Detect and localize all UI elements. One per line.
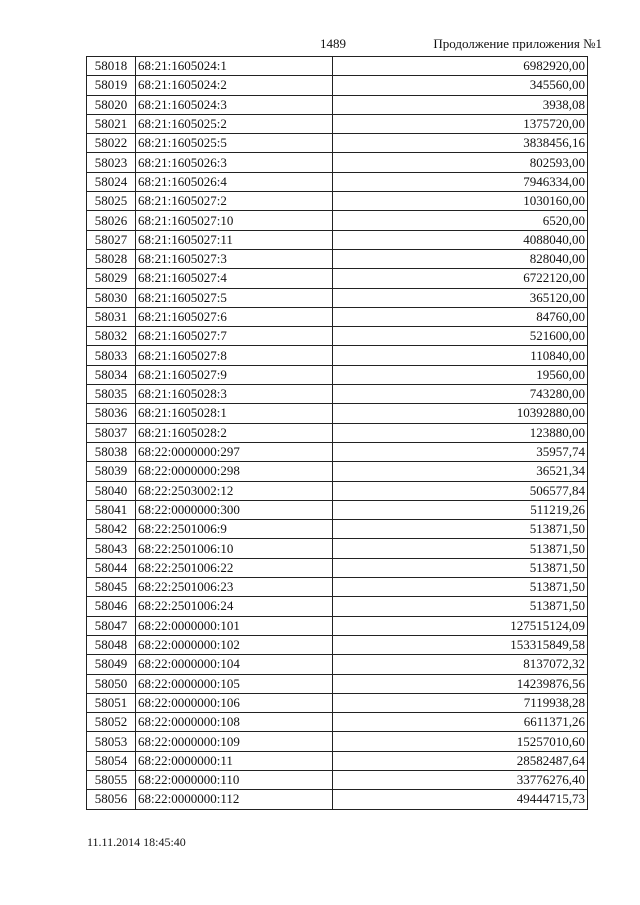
row-number-cell: 58038: [87, 442, 136, 461]
row-number-cell: 58054: [87, 751, 136, 770]
row-number-cell: 58051: [87, 693, 136, 712]
row-number-cell: 58043: [87, 539, 136, 558]
row-number-cell: 58018: [87, 57, 136, 76]
cadastral-value-cell: 513871,50: [333, 558, 588, 577]
row-number-cell: 58053: [87, 732, 136, 751]
row-number-cell: 58050: [87, 674, 136, 693]
cadastral-number-cell: 68:22:0000000:298: [136, 462, 333, 481]
table-row: [87, 365, 588, 384]
cadastral-value-cell: 33776276,40: [333, 770, 588, 789]
cadastral-number-cell: 68:22:0000000:105: [136, 674, 333, 693]
row-number-cell: 58056: [87, 790, 136, 809]
cadastral-number-cell: 68:21:1605024:1: [136, 57, 333, 76]
cadastral-number-cell: 68:22:0000000:110: [136, 770, 333, 789]
row-number-cell: 58019: [87, 76, 136, 95]
table-row: [87, 57, 588, 76]
cadastral-value-cell: 4088040,00: [333, 230, 588, 249]
row-number-cell: 58039: [87, 462, 136, 481]
row-number-cell: 58041: [87, 500, 136, 519]
table-row: [87, 442, 588, 461]
cadastral-number-cell: 68:21:1605024:3: [136, 95, 333, 114]
cadastral-value-cell: 511219,26: [333, 500, 588, 519]
table-row: [87, 327, 588, 346]
cadastral-value-cell: 3838456,16: [333, 134, 588, 153]
cadastral-number-cell: 68:21:1605025:5: [136, 134, 333, 153]
table-row: [87, 578, 588, 597]
table-row: [87, 655, 588, 674]
cadastral-value-table: [86, 56, 588, 810]
cadastral-number-cell: 68:22:0000000:112: [136, 790, 333, 809]
table-row: [87, 230, 588, 249]
footer-timestamp: 11.11.2014 18:45:40: [87, 835, 186, 849]
table-row: [87, 751, 588, 770]
row-number-cell: 58034: [87, 365, 136, 384]
cadastral-number-cell: 68:21:1605028:1: [136, 404, 333, 423]
row-number-cell: 58027: [87, 230, 136, 249]
cadastral-value-cell: 1375720,00: [333, 114, 588, 133]
cadastral-number-cell: 68:21:1605027:3: [136, 249, 333, 268]
cadastral-value-cell: 743280,00: [333, 385, 588, 404]
cadastral-value-cell: 1030160,00: [333, 192, 588, 211]
cadastral-number-cell: 68:22:0000000:300: [136, 500, 333, 519]
table-row: [87, 539, 588, 558]
cadastral-number-cell: 68:21:1605027:9: [136, 365, 333, 384]
cadastral-value-cell: 513871,50: [333, 578, 588, 597]
cadastral-number-cell: 68:22:0000000:106: [136, 693, 333, 712]
row-number-cell: 58028: [87, 249, 136, 268]
cadastral-number-cell: 68:22:2501006:10: [136, 539, 333, 558]
table-row: [87, 732, 588, 751]
row-number-cell: 58036: [87, 404, 136, 423]
row-number-cell: 58020: [87, 95, 136, 114]
table-row: [87, 172, 588, 191]
cadastral-value-cell: 127515124,09: [333, 616, 588, 635]
table-row: [87, 153, 588, 172]
cadastral-number-cell: 68:22:2501006:9: [136, 520, 333, 539]
table-row: [87, 307, 588, 326]
cadastral-value-cell: 49444715,73: [333, 790, 588, 809]
row-number-cell: 58049: [87, 655, 136, 674]
cadastral-value-cell: 8137072,32: [333, 655, 588, 674]
row-number-cell: 58033: [87, 346, 136, 365]
cadastral-value-cell: 7119938,28: [333, 693, 588, 712]
table-row: [87, 481, 588, 500]
cadastral-number-cell: 68:21:1605027:7: [136, 327, 333, 346]
row-number-cell: 58025: [87, 192, 136, 211]
cadastral-value-cell: 35957,74: [333, 442, 588, 461]
row-number-cell: 58021: [87, 114, 136, 133]
cadastral-number-cell: 68:21:1605024:2: [136, 76, 333, 95]
cadastral-number-cell: 68:21:1605027:4: [136, 269, 333, 288]
cadastral-number-cell: 68:22:0000000:101: [136, 616, 333, 635]
row-number-cell: 58044: [87, 558, 136, 577]
cadastral-value-cell: 14239876,56: [333, 674, 588, 693]
table-row: [87, 269, 588, 288]
row-number-cell: 58055: [87, 770, 136, 789]
table-row: [87, 288, 588, 307]
table-row: [87, 462, 588, 481]
cadastral-number-cell: 68:22:0000000:109: [136, 732, 333, 751]
row-number-cell: 58052: [87, 713, 136, 732]
row-number-cell: 58045: [87, 578, 136, 597]
table-row: [87, 520, 588, 539]
cadastral-value-cell: 513871,50: [333, 539, 588, 558]
cadastral-value-cell: 19560,00: [333, 365, 588, 384]
cadastral-number-cell: 68:22:0000000:104: [136, 655, 333, 674]
cadastral-number-cell: 68:21:1605027:10: [136, 211, 333, 230]
cadastral-number-cell: 68:21:1605026:3: [136, 153, 333, 172]
cadastral-value-cell: 513871,50: [333, 520, 588, 539]
cadastral-number-cell: 68:22:2501006:23: [136, 578, 333, 597]
table-row: [87, 693, 588, 712]
table-row: [87, 558, 588, 577]
table-row: [87, 790, 588, 809]
cadastral-value-cell: 110840,00: [333, 346, 588, 365]
row-number-cell: 58035: [87, 385, 136, 404]
table-row: [87, 346, 588, 365]
cadastral-number-cell: 68:22:2501006:22: [136, 558, 333, 577]
table-row: [87, 713, 588, 732]
cadastral-number-cell: 68:22:0000000:297: [136, 442, 333, 461]
cadastral-value-cell: 6722120,00: [333, 269, 588, 288]
cadastral-value-cell: 6520,00: [333, 211, 588, 230]
row-number-cell: 58037: [87, 423, 136, 442]
cadastral-value-cell: 365120,00: [333, 288, 588, 307]
cadastral-value-cell: 36521,34: [333, 462, 588, 481]
table-row: [87, 500, 588, 519]
cadastral-value-cell: 123880,00: [333, 423, 588, 442]
row-number-cell: 58026: [87, 211, 136, 230]
cadastral-number-cell: 68:22:2503002:12: [136, 481, 333, 500]
cadastral-number-cell: 68:21:1605028:3: [136, 385, 333, 404]
cadastral-value-cell: 506577,84: [333, 481, 588, 500]
cadastral-number-cell: 68:21:1605026:4: [136, 172, 333, 191]
cadastral-value-cell: 521600,00: [333, 327, 588, 346]
cadastral-number-cell: 68:22:0000000:108: [136, 713, 333, 732]
table-row: [87, 674, 588, 693]
table-row: [87, 404, 588, 423]
table-row: [87, 95, 588, 114]
row-number-cell: 58029: [87, 269, 136, 288]
cadastral-value-cell: 28582487,64: [333, 751, 588, 770]
cadastral-number-cell: 68:22:2501006:24: [136, 597, 333, 616]
table-row: [87, 423, 588, 442]
row-number-cell: 58024: [87, 172, 136, 191]
cadastral-value-cell: 10392880,00: [333, 404, 588, 423]
table-row: [87, 385, 588, 404]
table-row: [87, 597, 588, 616]
cadastral-number-cell: 68:21:1605025:2: [136, 114, 333, 133]
table-row: [87, 76, 588, 95]
cadastral-value-cell: 6611371,26: [333, 713, 588, 732]
cadastral-value-cell: 84760,00: [333, 307, 588, 326]
cadastral-number-cell: 68:21:1605027:8: [136, 346, 333, 365]
row-number-cell: 58023: [87, 153, 136, 172]
page-number: 1489: [320, 36, 346, 51]
table-row: [87, 770, 588, 789]
table-row: [87, 249, 588, 268]
row-number-cell: 58032: [87, 327, 136, 346]
table-row: [87, 211, 588, 230]
row-number-cell: 58031: [87, 307, 136, 326]
table-row: [87, 134, 588, 153]
table-row: [87, 114, 588, 133]
table-row: [87, 635, 588, 654]
cadastral-value-cell: 7946334,00: [333, 172, 588, 191]
cadastral-value-cell: 153315849,58: [333, 635, 588, 654]
cadastral-number-cell: 68:21:1605027:11: [136, 230, 333, 249]
cadastral-value-cell: 802593,00: [333, 153, 588, 172]
row-number-cell: 58042: [87, 520, 136, 539]
row-number-cell: 58030: [87, 288, 136, 307]
row-number-cell: 58046: [87, 597, 136, 616]
table-row: [87, 192, 588, 211]
cadastral-number-cell: 68:21:1605027:5: [136, 288, 333, 307]
continuation-label: Продолжение приложения №1: [433, 36, 602, 51]
cadastral-value-cell: 6982920,00: [333, 57, 588, 76]
cadastral-value-cell: 513871,50: [333, 597, 588, 616]
cadastral-value-cell: 345560,00: [333, 76, 588, 95]
cadastral-value-cell: 828040,00: [333, 249, 588, 268]
table-body: [87, 57, 588, 810]
cadastral-number-cell: 68:22:0000000:102: [136, 635, 333, 654]
cadastral-number-cell: 68:22:0000000:11: [136, 751, 333, 770]
cadastral-value-cell: 3938,08: [333, 95, 588, 114]
row-number-cell: 58022: [87, 134, 136, 153]
cadastral-value-cell: 15257010,60: [333, 732, 588, 751]
row-number-cell: 58048: [87, 635, 136, 654]
row-number-cell: 58047: [87, 616, 136, 635]
cadastral-number-cell: 68:21:1605027:6: [136, 307, 333, 326]
table-row: [87, 616, 588, 635]
cadastral-number-cell: 68:21:1605028:2: [136, 423, 333, 442]
cadastral-number-cell: 68:21:1605027:2: [136, 192, 333, 211]
row-number-cell: 58040: [87, 481, 136, 500]
